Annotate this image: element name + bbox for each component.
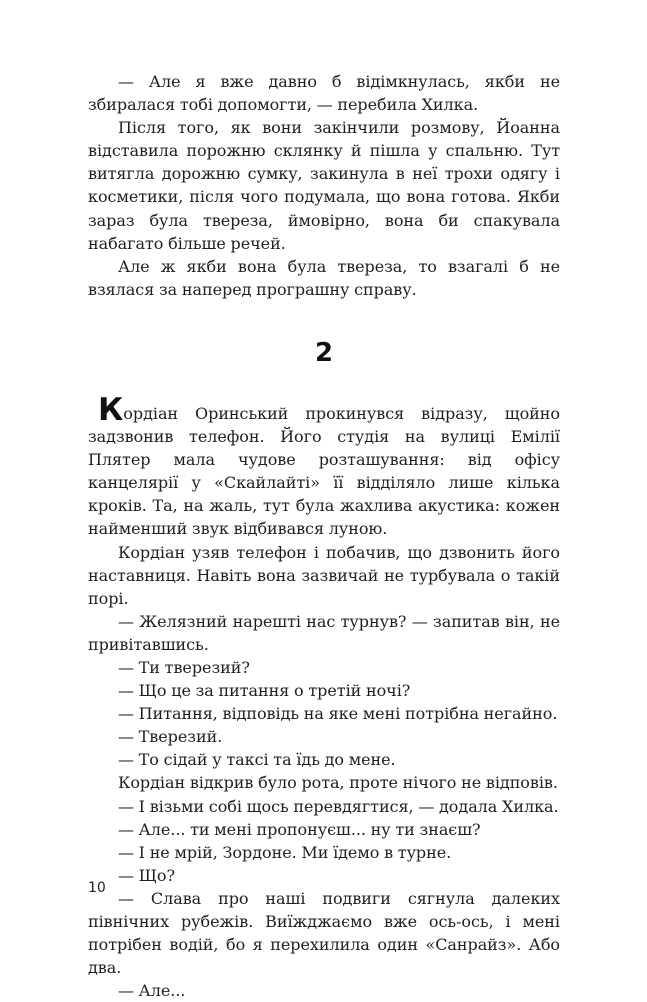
paragraph: — Але... ти мені пропонуєш... ну ти знаєш? [118,819,481,839]
paragraph: — Але... [118,981,186,1001]
paragraph: Кордіан відкрив було рота, проте нічого не відповів. [118,773,558,793]
paragraph: — Тверезий. [118,727,223,747]
paragraph: — Ти тверезий? [118,657,250,677]
paragraph: Після того, як вони закінчили розмову, Йоанна відставила порожню склянку й пішла у спальню. Тут витягла дорожню сумку, закинула в неї трохи одягу і косметики, після чого подумала, що вона готова. Якби зараз була твереза, ймовірно, вона би спакувала набагато більше речей. [88,118,560,253]
paragraph: — І не мрій, Зордоне. Ми їдемо в турне. [118,842,452,862]
book-page [88,70,560,1001]
drop-cap: К [98,391,124,428]
chapter-number: 2 [314,337,334,368]
paragraph: Але ж якби вона була твереза, то взагалі б не взялася за наперед програшну справу. [88,256,560,299]
paragraph: — То сідай у таксі та їдь до мене. [118,750,396,770]
paragraph: — Питання, відповідь на яке мені потрібна негайно. [118,704,558,724]
paragraph: Кордіан узяв телефон і побачив, що дзвонить його наставниця. Навіть вона зазвичай не турбувала о такій порі. [88,542,560,608]
paragraph: — Але я вже давно б відімкнулась, якби не збиралася тобі допомогти, — перебила Хилка. [88,72,560,115]
chapter-first-paragraph [88,391,560,541]
first-paragraph-text: ордіан Оринський прокинувся відразу, щойно задзвонив телефон. Його студія на вулиці Емілії Плятер мала чудове розташування: від офісу канцелярії у «Скайлайті» її відділяло лише кілька кроків. Та, на жаль, тут була жахлива акустика: кожен найменший звук відбивався луною. [88,403,560,539]
paragraph: — Що це за питання о третій ночі? [118,681,411,701]
paragraph: — І візьми собі щось перевдягтися, — додала Хилка. [118,796,559,816]
paragraph: — Що? [118,865,176,885]
page-number: 10 [88,880,106,896]
paragraph: — Желязний нарешті нас турнув? — запитав він, не привітавшись. [88,611,560,654]
paragraph: — Слава про наші подвиги сягнула далеких північних рубежів. Виїжджаємо вже ось-ось, і мені потрібен водій, бо я перехилила один «Санрайз». Або два. [88,888,560,978]
